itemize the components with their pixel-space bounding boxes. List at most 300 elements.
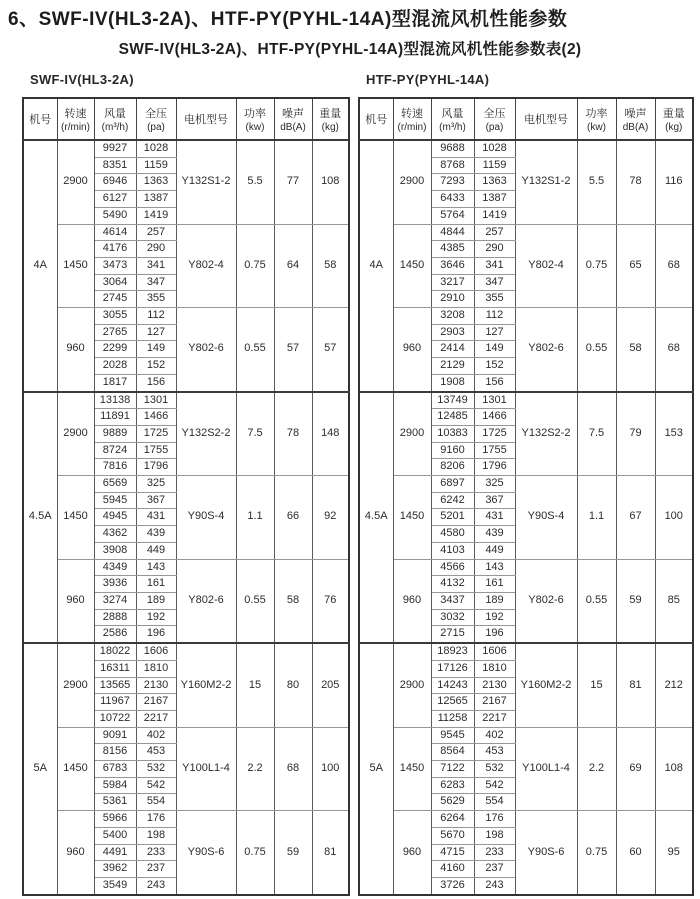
cell-pressure: 237 [474, 861, 515, 878]
cell-speed: 1450 [57, 224, 94, 308]
cell-speed: 1450 [393, 224, 431, 308]
cell-flow: 12565 [431, 694, 474, 711]
cell-flow: 4566 [431, 559, 474, 576]
cell-pressure: 2167 [136, 694, 176, 711]
cell-pressure: 347 [474, 274, 515, 291]
cell-flow: 13565 [94, 677, 136, 694]
cell-flow: 3473 [94, 257, 136, 274]
col-header-pressure [474, 98, 515, 140]
cell-flow: 6569 [94, 476, 136, 493]
col-header-power [236, 98, 274, 140]
header-line: 转速 [401, 108, 423, 120]
cell-noise: 66 [274, 476, 312, 560]
page-title: 6、SWF-IV(HL3-2A)、HTF-PY(PYHL-14A)型混流风机性能参数 [8, 9, 568, 30]
cell-flow: 4491 [94, 844, 136, 861]
header-line: (kg) [665, 122, 683, 133]
cell-pressure: 192 [474, 609, 515, 626]
cell-flow: 6127 [94, 191, 136, 208]
cell-speed: 1450 [57, 476, 94, 560]
col-header-weight [312, 98, 349, 140]
cell-pressure: 237 [136, 861, 176, 878]
cell-pressure: 1363 [474, 174, 515, 191]
cell-pressure: 290 [474, 241, 515, 258]
cell-power: 5.5 [577, 140, 616, 224]
cell-flow: 9160 [431, 442, 474, 459]
cell-pressure: 347 [136, 274, 176, 291]
cell-pressure: 532 [136, 761, 176, 778]
cell-weight: 76 [312, 559, 349, 643]
cell-motor: Y132S2-2 [176, 392, 236, 476]
cell-power: 0.75 [577, 811, 616, 895]
cell-pressure: 1159 [474, 157, 515, 174]
cell-flow: 16311 [94, 660, 136, 677]
cell-flow: 4176 [94, 241, 136, 258]
cell-motor: Y160M2-2 [176, 643, 236, 727]
cell-pressure: 1028 [136, 140, 176, 157]
col-header-fan-size [23, 98, 57, 140]
header-row [23, 98, 349, 140]
table-row [359, 559, 693, 576]
cell-flow: 4132 [431, 576, 474, 593]
cell-pressure: 176 [136, 811, 176, 828]
table-row [23, 476, 349, 493]
cell-pressure: 1755 [474, 442, 515, 459]
cell-power: 15 [577, 643, 616, 727]
header-line: 全压 [483, 108, 506, 120]
col-header-noise [274, 98, 312, 140]
cell-weight: 100 [312, 727, 349, 811]
cell-motor: Y802-6 [515, 308, 577, 392]
cell-flow: 11891 [94, 409, 136, 426]
cell-speed: 1450 [57, 727, 94, 811]
cell-flow: 2028 [94, 358, 136, 375]
cell-pressure: 189 [474, 592, 515, 609]
cell-noise: 80 [274, 643, 312, 727]
table-row [23, 559, 349, 576]
cell-motor: Y132S1-2 [176, 140, 236, 224]
cell-power: 0.55 [236, 308, 274, 392]
cell-power: 0.55 [577, 559, 616, 643]
cell-pressure: 1301 [136, 392, 176, 409]
cell-weight: 108 [655, 727, 693, 811]
cell-weight: 205 [312, 643, 349, 727]
cell-flow: 5490 [94, 207, 136, 224]
cell-pressure: 554 [136, 794, 176, 811]
cell-noise: 68 [274, 727, 312, 811]
col-header-speed [57, 98, 94, 140]
table-row [23, 392, 349, 409]
cell-flow: 11258 [431, 710, 474, 727]
cell-flow: 2745 [94, 291, 136, 308]
cell-pressure: 341 [474, 257, 515, 274]
header-line: 噪声 [282, 108, 304, 120]
performance-table-swf [22, 97, 350, 896]
cell-power: 0.55 [577, 308, 616, 392]
cell-speed: 960 [393, 559, 431, 643]
col-header-noise [616, 98, 655, 140]
header-line: (kw) [587, 122, 606, 133]
cell-flow: 2129 [431, 358, 474, 375]
header-line: (pa) [147, 122, 165, 133]
cell-weight: 57 [312, 308, 349, 392]
header-line: 电机型号 [184, 113, 228, 126]
table-row [359, 727, 693, 744]
cell-power: 0.75 [236, 811, 274, 895]
table-row [359, 643, 693, 660]
cell-pressure: 2217 [136, 710, 176, 727]
cell-flow: 2414 [431, 341, 474, 358]
cell-pressure: 161 [136, 576, 176, 593]
cell-motor: Y100L1-4 [515, 727, 577, 811]
cell-pressure: 1387 [136, 191, 176, 208]
cell-flow: 2888 [94, 609, 136, 626]
cell-pressure: 189 [136, 592, 176, 609]
cell-motor: Y802-4 [176, 224, 236, 308]
cell-power: 7.5 [577, 392, 616, 476]
cell-motor: Y160M2-2 [515, 643, 577, 727]
cell-flow: 9688 [431, 140, 474, 157]
cell-flow: 5670 [431, 827, 474, 844]
col-header-motor [515, 98, 577, 140]
cell-noise: 58 [616, 308, 655, 392]
page-subtitle: SWF-IV(HL3-2A)、HTF-PY(PYHL-14A)型混流风机性能参数表(2) [118, 41, 582, 58]
header-line: 电机型号 [524, 113, 568, 126]
cell-pressure: 192 [136, 609, 176, 626]
cell-speed: 960 [57, 308, 94, 392]
header-line: (m³/h) [101, 122, 129, 133]
cell-flow: 4715 [431, 844, 474, 861]
cell-flow: 5201 [431, 509, 474, 526]
cell-flow: 17126 [431, 660, 474, 677]
cell-pressure: 355 [474, 291, 515, 308]
cell-pressure: 152 [136, 358, 176, 375]
cell-weight: 153 [655, 392, 693, 476]
cell-pressure: 453 [474, 744, 515, 761]
cell-flow: 8724 [94, 442, 136, 459]
cell-noise: 67 [616, 476, 655, 560]
cell-flow: 10383 [431, 425, 474, 442]
cell-pressure: 152 [474, 358, 515, 375]
cell-speed: 1450 [393, 727, 431, 811]
cell-flow: 3274 [94, 592, 136, 609]
cell-pressure: 112 [136, 308, 176, 325]
cell-noise: 79 [616, 392, 655, 476]
cell-flow: 6242 [431, 492, 474, 509]
header-line: 机号 [365, 113, 388, 126]
cell-pressure: 1606 [136, 643, 176, 660]
cell-speed: 960 [57, 811, 94, 895]
header-line: (r/min) [61, 122, 90, 133]
cell-speed: 2900 [57, 140, 94, 224]
cell-fan-size: 4A [359, 140, 393, 392]
header-line: 风量 [104, 108, 126, 120]
table-row [23, 224, 349, 241]
cell-motor: Y100L1-4 [176, 727, 236, 811]
cell-flow: 5629 [431, 794, 474, 811]
cell-flow: 3055 [94, 308, 136, 325]
cell-pressure: 127 [136, 324, 176, 341]
cell-flow: 14243 [431, 677, 474, 694]
cell-pressure: 2130 [136, 677, 176, 694]
cell-flow: 6783 [94, 761, 136, 778]
cell-flow: 5764 [431, 207, 474, 224]
cell-pressure: 1725 [136, 425, 176, 442]
cell-pressure: 431 [136, 509, 176, 526]
cell-pressure: 1159 [136, 157, 176, 174]
cell-pressure: 143 [136, 559, 176, 576]
cell-pressure: 2130 [474, 677, 515, 694]
table-row [23, 140, 349, 157]
header-line: dB(A) [622, 122, 649, 133]
cell-pressure: 149 [136, 341, 176, 358]
table-row [359, 224, 693, 241]
cell-flow: 3437 [431, 592, 474, 609]
cell-power: 1.1 [577, 476, 616, 560]
cell-flow: 9927 [94, 140, 136, 157]
cell-noise: 58 [274, 559, 312, 643]
cell-flow: 4580 [431, 526, 474, 543]
cell-pressure: 1028 [474, 140, 515, 157]
cell-flow: 4160 [431, 861, 474, 878]
cell-flow: 10722 [94, 710, 136, 727]
cell-motor: Y90S-4 [176, 476, 236, 560]
cell-pressure: 198 [136, 827, 176, 844]
cell-power: 5.5 [236, 140, 274, 224]
col-header-power [577, 98, 616, 140]
cell-flow: 18923 [431, 643, 474, 660]
col-header-pressure [136, 98, 176, 140]
cell-pressure: 1419 [136, 207, 176, 224]
cell-pressure: 112 [474, 308, 515, 325]
table-block-swf [22, 72, 348, 896]
header-row [359, 98, 693, 140]
cell-pressure: 542 [136, 777, 176, 794]
table-body-0 [23, 140, 349, 895]
cell-flow: 2910 [431, 291, 474, 308]
cell-flow: 4614 [94, 224, 136, 241]
tables-row [0, 72, 700, 896]
cell-pressure: 367 [136, 492, 176, 509]
cell-flow: 2765 [94, 324, 136, 341]
cell-noise: 57 [274, 308, 312, 392]
cell-motor: Y802-4 [515, 224, 577, 308]
cell-pressure: 156 [474, 374, 515, 391]
cell-flow: 4362 [94, 526, 136, 543]
cell-flow: 9091 [94, 727, 136, 744]
cell-flow: 2586 [94, 626, 136, 643]
cell-flow: 4103 [431, 542, 474, 559]
cell-flow: 11967 [94, 694, 136, 711]
header-line: 功率 [244, 108, 266, 120]
cell-power: 0.55 [236, 559, 274, 643]
cell-pressure: 439 [474, 526, 515, 543]
cell-speed: 2900 [393, 392, 431, 476]
cell-flow: 3208 [431, 308, 474, 325]
cell-pressure: 1466 [136, 409, 176, 426]
cell-flow: 13749 [431, 392, 474, 409]
cell-flow: 4349 [94, 559, 136, 576]
cell-flow: 18022 [94, 643, 136, 660]
cell-pressure: 341 [136, 257, 176, 274]
cell-flow: 8206 [431, 459, 474, 476]
cell-motor: Y132S1-2 [515, 140, 577, 224]
cell-pressure: 127 [474, 324, 515, 341]
header-line: 噪声 [624, 108, 647, 120]
cell-noise: 69 [616, 727, 655, 811]
header-line: (pa) [485, 122, 504, 133]
cell-flow: 3908 [94, 542, 136, 559]
header-line: 重量 [319, 108, 342, 120]
table-row [359, 476, 693, 493]
cell-speed: 2900 [57, 643, 94, 727]
cell-noise: 65 [616, 224, 655, 308]
cell-weight: 68 [655, 308, 693, 392]
table-row [23, 811, 349, 828]
cell-pressure: 1466 [474, 409, 515, 426]
cell-flow: 12485 [431, 409, 474, 426]
header-line: 风量 [441, 108, 464, 120]
cell-pressure: 1725 [474, 425, 515, 442]
table-row [359, 811, 693, 828]
col-header-fan-size [359, 98, 393, 140]
cell-weight: 108 [312, 140, 349, 224]
cell-flow: 7293 [431, 174, 474, 191]
cell-pressure: 449 [136, 542, 176, 559]
header-line: 重量 [662, 108, 685, 120]
cell-pressure: 176 [474, 811, 515, 828]
cell-flow: 7122 [431, 761, 474, 778]
cell-flow: 2299 [94, 341, 136, 358]
cell-pressure: 243 [474, 877, 515, 894]
cell-flow: 5400 [94, 827, 136, 844]
cell-pressure: 1810 [136, 660, 176, 677]
cell-pressure: 2167 [474, 694, 515, 711]
cell-fan-size: 4.5A [359, 392, 393, 644]
cell-noise: 64 [274, 224, 312, 308]
cell-pressure: 402 [136, 727, 176, 744]
header-line: (m³/h) [439, 122, 466, 133]
cell-pressure: 233 [474, 844, 515, 861]
cell-weight: 81 [312, 811, 349, 895]
col-header-flow [431, 98, 474, 140]
cell-speed: 960 [393, 811, 431, 895]
table-row [359, 140, 693, 157]
cell-flow: 3217 [431, 274, 474, 291]
cell-pressure: 542 [474, 777, 515, 794]
cell-pressure: 449 [474, 542, 515, 559]
cell-flow: 13138 [94, 392, 136, 409]
cell-flow: 5945 [94, 492, 136, 509]
cell-pressure: 1419 [474, 207, 515, 224]
cell-flow: 5984 [94, 777, 136, 794]
cell-power: 15 [236, 643, 274, 727]
cell-pressure: 1755 [136, 442, 176, 459]
cell-flow: 6283 [431, 777, 474, 794]
cell-pressure: 367 [474, 492, 515, 509]
cell-weight: 100 [655, 476, 693, 560]
cell-flow: 4844 [431, 224, 474, 241]
cell-noise: 78 [274, 392, 312, 476]
header-line: (kw) [245, 122, 265, 133]
header-line: (kg) [321, 122, 339, 133]
cell-pressure: 325 [136, 476, 176, 493]
cell-motor: Y90S-6 [176, 811, 236, 895]
cell-flow: 1908 [431, 374, 474, 391]
cell-pressure: 149 [474, 341, 515, 358]
cell-weight: 95 [655, 811, 693, 895]
cell-flow: 6433 [431, 191, 474, 208]
cell-noise: 77 [274, 140, 312, 224]
cell-speed: 2900 [393, 140, 431, 224]
cell-pressure: 453 [136, 744, 176, 761]
cell-pressure: 257 [474, 224, 515, 241]
table-block-htf [358, 72, 692, 896]
cell-pressure: 233 [136, 844, 176, 861]
col-header-motor [176, 98, 236, 140]
cell-speed: 960 [393, 308, 431, 392]
cell-pressure: 1301 [474, 392, 515, 409]
cell-flow: 6946 [94, 174, 136, 191]
cell-pressure: 431 [474, 509, 515, 526]
cell-flow: 4385 [431, 241, 474, 258]
table-label-swf: SWF-IV(HL3-2A) [30, 72, 134, 87]
cell-flow: 2715 [431, 626, 474, 643]
header-line: (r/min) [397, 122, 427, 133]
cell-power: 1.1 [236, 476, 274, 560]
header-line: 转速 [64, 108, 87, 120]
cell-flow: 5361 [94, 794, 136, 811]
cell-flow: 8768 [431, 157, 474, 174]
cell-pressure: 554 [474, 794, 515, 811]
col-header-speed [393, 98, 431, 140]
cell-speed: 960 [57, 559, 94, 643]
cell-pressure: 196 [136, 626, 176, 643]
cell-pressure: 198 [474, 827, 515, 844]
cell-pressure: 161 [474, 576, 515, 593]
table-row [23, 643, 349, 660]
cell-flow: 4945 [94, 509, 136, 526]
header-line: 功率 [585, 108, 608, 120]
cell-flow: 2903 [431, 324, 474, 341]
cell-fan-size: 4.5A [23, 392, 57, 644]
cell-pressure: 1387 [474, 191, 515, 208]
header-line: dB(A) [280, 122, 306, 133]
header-line: 机号 [29, 113, 52, 126]
cell-pressure: 532 [474, 761, 515, 778]
cell-noise: 60 [616, 811, 655, 895]
cell-weight: 85 [655, 559, 693, 643]
cell-noise: 78 [616, 140, 655, 224]
cell-motor: Y802-6 [176, 308, 236, 392]
table-row [23, 727, 349, 744]
cell-pressure: 290 [136, 241, 176, 258]
cell-pressure: 196 [474, 626, 515, 643]
cell-weight: 68 [655, 224, 693, 308]
cell-pressure: 243 [136, 877, 176, 894]
cell-pressure: 1363 [136, 174, 176, 191]
table-row [359, 308, 693, 325]
col-header-flow [94, 98, 136, 140]
cell-weight: 148 [312, 392, 349, 476]
cell-pressure: 156 [136, 374, 176, 391]
cell-fan-size: 4A [23, 140, 57, 392]
cell-flow: 6897 [431, 476, 474, 493]
header-line: 全压 [145, 108, 167, 120]
cell-flow: 3032 [431, 609, 474, 626]
cell-power: 7.5 [236, 392, 274, 476]
cell-fan-size: 5A [23, 643, 57, 895]
table-label-htf: HTF-PY(PYHL-14A) [366, 72, 490, 87]
